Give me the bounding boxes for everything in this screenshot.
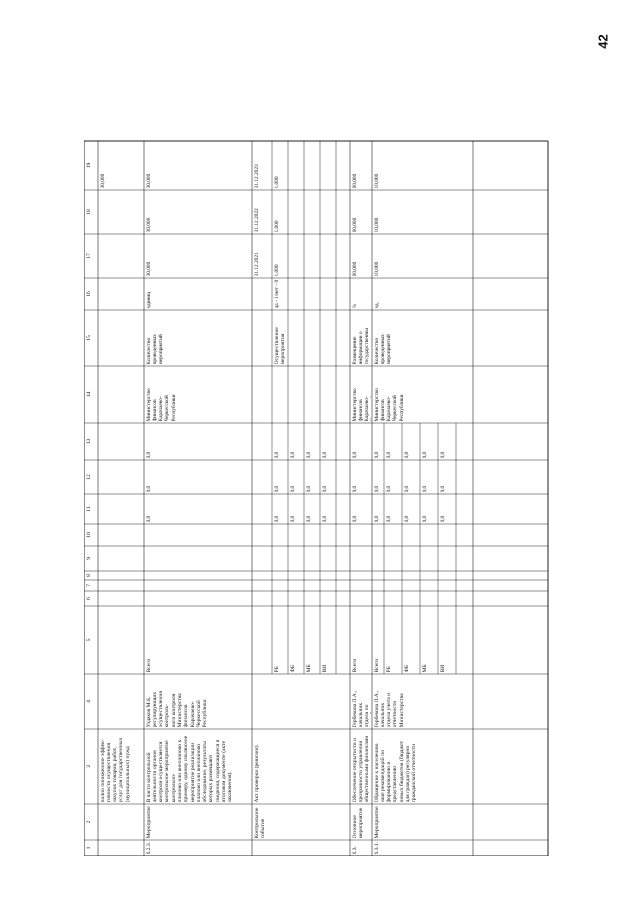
funding-source-label: ФБ xyxy=(289,664,296,673)
column-header: 14 xyxy=(85,391,92,398)
cell-c12: 0,0 xyxy=(373,485,380,493)
value-c13: 0,0 xyxy=(421,451,428,459)
value-2023: 1,000 xyxy=(273,176,280,189)
column-header: 15 xyxy=(85,335,92,341)
value-c13: 0,0 xyxy=(289,451,296,459)
cell-c19: 30,000 xyxy=(145,173,152,189)
cell-c5: Всего xyxy=(373,658,380,673)
cell-c17: 30,000 xyxy=(145,261,152,277)
column-header: 7 xyxy=(85,584,92,587)
value-c11: 0,0 xyxy=(439,515,446,523)
date-2022: 31.12.2022 xyxy=(253,208,260,233)
control-event-text: Акт проверки (ревизии). xyxy=(253,744,260,803)
date-2023: 31.12.2023 xyxy=(253,164,260,189)
cell-c2: Мероприятие xyxy=(373,806,380,839)
cell-c12: 0,0 xyxy=(145,485,152,493)
cell-c12: 0,0 xyxy=(351,485,358,493)
cell-c19: 60,000 xyxy=(351,173,358,189)
cell-c13: 0,0 xyxy=(373,451,380,459)
cell-c5: Всего xyxy=(351,658,358,673)
value-c13: 0,0 xyxy=(305,451,312,459)
cell-c11: 0,0 xyxy=(351,515,358,523)
page-number: 42 xyxy=(595,34,611,49)
cell-c14: Министерство финансов Карачаево- Черкесской Республики xyxy=(145,388,177,422)
cell-c3: Обеспечение открытости и прозрачности управления общественными финансами xyxy=(351,735,371,803)
column-header: 13 xyxy=(85,438,92,445)
cell-c15: Размещение информации о государственны xyxy=(351,328,371,365)
cell-c17: 60,000 xyxy=(351,261,358,277)
value-c13: 0,0 xyxy=(321,451,328,459)
value-2022: 1,000 xyxy=(273,220,280,233)
funding-source-label: МБ xyxy=(305,664,312,673)
value-c13: 0,0 xyxy=(439,451,446,459)
value-c12: 0,0 xyxy=(439,485,446,493)
value-c12: 0,0 xyxy=(385,485,392,493)
column-header: 17 xyxy=(85,253,92,259)
cell-c4: Уздаков М.Б. регулирующих осуществления контроль- ного контроля Министерства финансов Карачаево- Черкесской Республики xyxy=(145,691,209,728)
column-header: 12 xyxy=(85,474,92,480)
value-c12: 0,0 xyxy=(305,485,312,493)
cell-c3: Обращение к населению заие рекомендаций по формированию и представлению новых бюджетов (бюджет для граждан) регулярно гражданской отчетности xyxy=(373,740,418,803)
cell-c18: 10,000 xyxy=(373,217,380,233)
column-header: 5 xyxy=(85,638,92,642)
cell-c14: Министерство финансов Карачаево- Черкесской Республики xyxy=(373,388,405,422)
cell-c13: 0,0 xyxy=(145,451,152,459)
value-c12: 0,0 xyxy=(421,485,428,493)
column-header: 8 xyxy=(85,574,92,577)
date-2021: 31.12.2021 xyxy=(253,252,260,277)
value-c12: 0,0 xyxy=(273,485,280,493)
column-header: 18 xyxy=(85,209,92,215)
value-c11: 0,0 xyxy=(421,515,428,523)
value-c12: 0,0 xyxy=(321,485,328,493)
column-header: 1 xyxy=(85,846,92,850)
value-c11: 0,0 xyxy=(321,515,328,523)
column-header: 3 xyxy=(85,765,92,768)
value-c13: 0,0 xyxy=(403,451,410,459)
cell-c18: 60,000 xyxy=(351,217,358,233)
cell-c11: 0,0 xyxy=(145,515,152,523)
value-2023: 30,000 xyxy=(99,173,106,189)
column-header: 19 xyxy=(85,162,92,169)
unit: да - 1/нет - 0 xyxy=(273,279,280,309)
funding-source-label: МБ xyxy=(421,664,428,673)
cell-c16: ед. xyxy=(373,302,380,309)
column-header: 2 xyxy=(85,820,92,824)
cell-c2: Основное мероприятие xyxy=(351,807,364,839)
cell-c5: Всего xyxy=(145,658,152,673)
column-header: 16 xyxy=(85,291,92,297)
column-header: 10 xyxy=(85,532,92,538)
cell-c4: Гербекова Л.А., начальник отдела учета и отчетности Министерства xyxy=(373,690,405,728)
column-header: 11 xyxy=(85,506,92,512)
cell-c2: Мероприятие xyxy=(145,806,152,839)
value-c11: 0,0 xyxy=(289,515,296,523)
value-c13: 0,0 xyxy=(273,451,280,459)
funding-source-label: ВИ xyxy=(321,664,328,673)
control-event-label: Контрольное событие xyxy=(253,807,266,839)
cell-c1: 6.2.3. xyxy=(145,841,152,855)
value-c11: 0,0 xyxy=(403,515,410,523)
cell-c19: 10,000 xyxy=(373,173,380,189)
value-c11: 0,0 xyxy=(305,515,312,523)
value-2021: 1,000 xyxy=(273,264,280,277)
value-c12: 0,0 xyxy=(403,485,410,493)
value-c11: 0,0 xyxy=(385,515,392,523)
cell-c13: 0,0 xyxy=(351,451,358,459)
cell-c15: Количество проведенных мероприятий xyxy=(145,334,165,365)
indicator-name: Осуществление мероприятия xyxy=(273,327,286,365)
cell-c11: 0,0 xyxy=(373,515,380,523)
cell-c17: 10,000 xyxy=(373,261,380,277)
cell-c18: 30,000 xyxy=(145,217,152,233)
cell-c16: % xyxy=(351,304,358,309)
funding-source-label: РБ xyxy=(385,666,392,673)
cell-c1: 6.3. xyxy=(351,846,358,855)
funding-source-label: ФБ xyxy=(403,664,410,673)
task-text: полно пониженное эффек- тивности осуществления закупок товаров, работ, услуг для государственных (муниципальных) нужд xyxy=(99,737,131,803)
cell-c4: Гербекова Л.А., начальник отдела по xyxy=(351,690,371,728)
cell-c3: В части контрольной деятельности органов контроля осуществляется контрольное мероприятие контрольно- планово или внепланово к примеру, одному изклюсеое мероприятие реализации планово или внепланово обследование, результаты которых размещают сведения, содержащиеся в итоговом документе (акте заключения). xyxy=(145,735,234,803)
cell-c15: Количество проведенных мероприятий xyxy=(373,334,393,365)
column-header: 4 xyxy=(85,700,92,703)
rotated-table xyxy=(84,46,554,856)
funding-source-label: ВИ xyxy=(439,664,446,673)
cell-c1: 6.3.1. xyxy=(373,841,380,855)
column-header: 9 xyxy=(85,557,92,560)
funding-source-label: РБ xyxy=(273,666,280,673)
value-c13: 0,0 xyxy=(385,451,392,459)
value-c11: 0,0 xyxy=(273,515,280,523)
value-c12: 0,0 xyxy=(289,485,296,493)
cell-c16: единиц xyxy=(145,291,152,309)
column-header: 6 xyxy=(85,597,92,600)
cell-c14: Министерство финансов Карачаево- xyxy=(351,388,371,422)
